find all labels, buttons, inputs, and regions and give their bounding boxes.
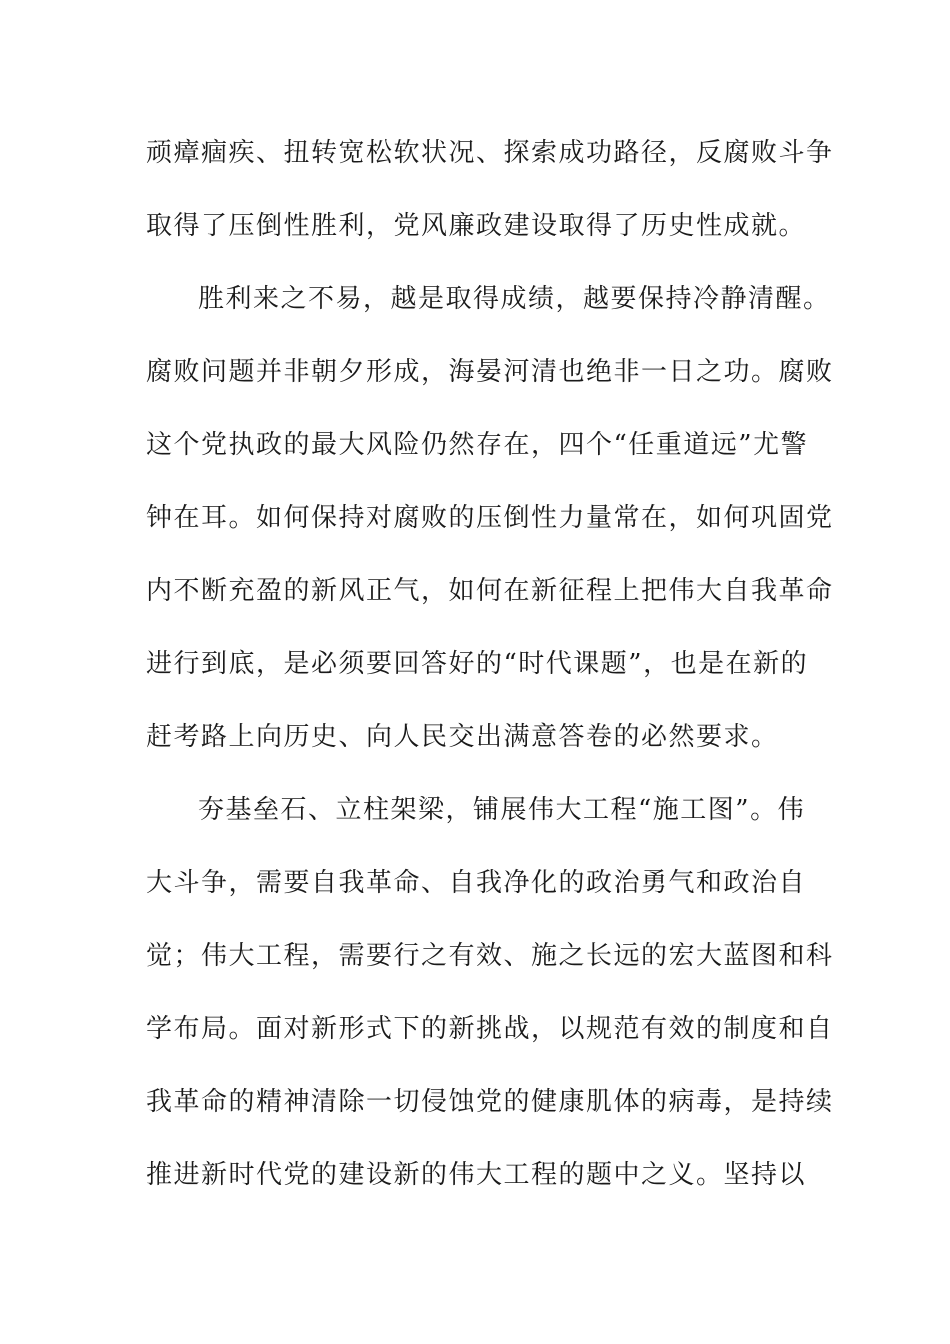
text-line: 取得了压倒性胜利，党风廉政建设取得了历史性成就。 [146, 211, 807, 241]
text-line: 钟在耳。如何保持对腐败的压倒性力量常在，如何巩固党 [146, 503, 834, 533]
body-text [146, 123, 834, 1218]
text-line: 这个党执政的最大风险仍然存在，四个“任重道远”尤警 [146, 430, 809, 460]
paragraph-start-line: 胜利来之不易，越是取得成绩，越要保持冷静清醒。 [198, 284, 831, 314]
text-line: 内不断充盈的新风正气，如何在新征程上把伟大自我革命 [146, 576, 834, 606]
text-line: 大斗争，需要自我革命、自我净化的政治勇气和政治自 [146, 868, 807, 898]
text-line: 顽瘴痼疾、扭转宽松软状况、探索成功路径，反腐败斗争 [146, 138, 834, 168]
text-line: 腐败问题并非朝夕形成，海晏河清也绝非一日之功。腐败 [146, 357, 834, 387]
text-line: 觉；伟大工程，需要行之有效、施之长远的宏大蓝图和科 [146, 941, 834, 971]
text-line: 进行到底，是必须要回答好的“时代课题”，也是在新的 [146, 649, 809, 679]
paragraph-start-line: 夯基垒石、立柱架梁，铺展伟大工程“施工图”。伟 [198, 795, 806, 825]
text-line: 学布局。面对新形式下的新挑战，以规范有效的制度和自 [146, 1014, 834, 1044]
text-line: 推进新时代党的建设新的伟大工程的题中之义。坚持以 [146, 1160, 807, 1190]
text-line: 赶考路上向历史、向人民交出满意答卷的必然要求。 [146, 722, 779, 752]
text-line: 我革命的精神清除一切侵蚀党的健康肌体的病毒，是持续 [146, 1087, 834, 1117]
